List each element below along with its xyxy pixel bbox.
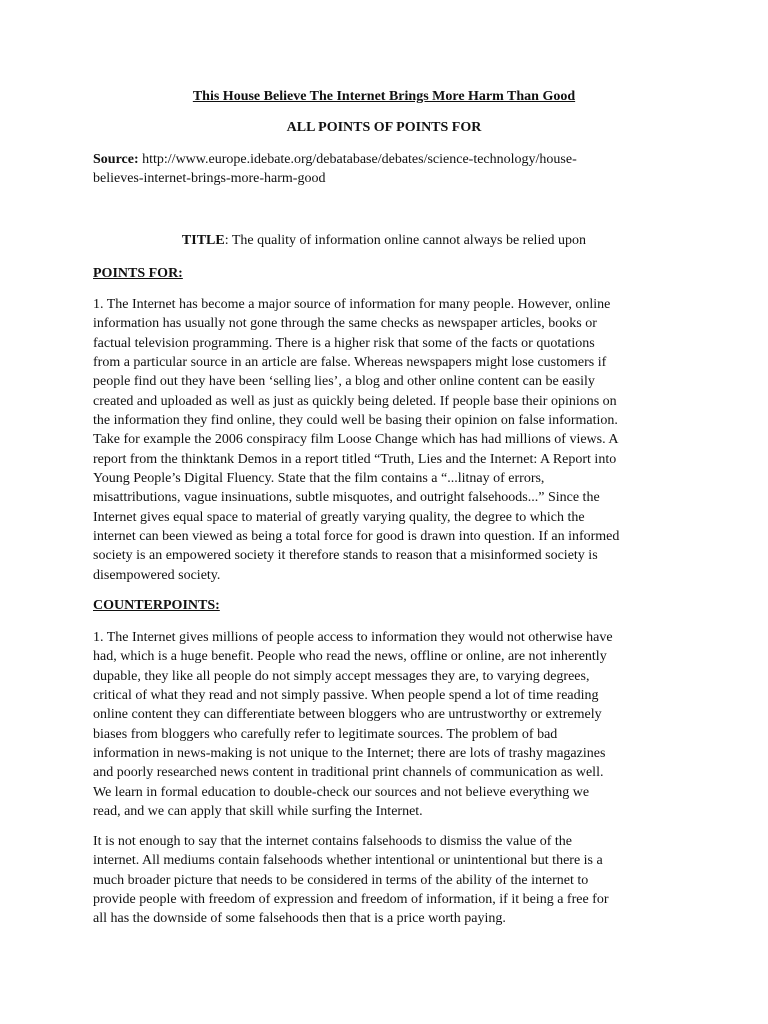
paragraph-line: biases from bloggers who carefully refer to legitimate sources. The problem of bad	[93, 726, 558, 742]
paragraph-line: 1. The Internet gives millions of people access to information they would not otherwise have	[93, 630, 613, 645]
paragraph-line: provide people with freedom of expression and freedom of information, if it being a free for	[93, 892, 609, 908]
paragraph-line: and poorly researched news content in traditional print channels of communication as well.	[93, 765, 604, 781]
paragraph-line: report from the thinktank Demos in a report titled “Truth, Lies and the Internet: A Report into	[93, 451, 617, 467]
source-label: Source:	[93, 152, 139, 167]
paragraph-line: from a particular source in an article are false. Whereas newspapers might lose customers if	[93, 355, 607, 371]
paragraph-line: Take for example the 2006 conspiracy film Loose Change which has had millions of views. A	[93, 432, 619, 448]
paragraph-line: critical of what they read and not simply passive. When people spend a lot of time reading	[93, 688, 599, 704]
paragraph-line: internet. All mediums contain falsehoods whether intentional or unintentional but there is a	[93, 853, 603, 869]
paragraph-line: internet can been viewed as being a total force for good is drawn into question. If an informed	[93, 529, 620, 545]
paragraph-line: had, which is a huge benefit. People who read the news, offline or online, are not inherently	[93, 649, 607, 665]
points-for-heading: POINTS FOR:	[93, 266, 183, 281]
paragraph-line: all has the downside of some falsehoods then that is a price worth paying.	[93, 911, 506, 927]
counterpoints-heading: COUNTERPOINTS:	[93, 598, 220, 613]
paragraph-line: disempowered society.	[93, 567, 221, 583]
source-line-1: http://www.europe.idebate.org/debatabase/debates/science-technology/house-	[138, 152, 577, 167]
topic-text: : The quality of information online cannot always be relied upon	[224, 233, 587, 248]
paragraph-line: society is an empowered society it therefore stands to reason that a misinformed society is	[93, 548, 598, 564]
paragraph-line: Young People’s Digital Fluency. State that the film contains a “...litnay of errors,	[93, 471, 545, 487]
paragraph-line: factual television programming. There is a higher risk that some of the facts or quotations	[93, 335, 595, 351]
document-subtitle: ALL POINTS OF POINTS FOR	[286, 120, 482, 135]
paragraph-line: much broader picture that needs to be considered in terms of the ability of the internet to	[93, 872, 589, 888]
document-title: This House Believe The Internet Brings More Harm Than Good	[192, 89, 576, 104]
paragraph-line: created and uploaded as well as just as quickly being deleted. If people base their opinions on	[93, 393, 617, 409]
paragraph-line: the information they find online, they could well be basing their opinion on false information.	[93, 413, 618, 429]
source-line-2: believes-internet-brings-more-harm-good	[93, 171, 326, 186]
paragraph-line: We learn in formal education to double-check our sources and not believe everything we	[93, 784, 590, 800]
topic-label: TITLE	[181, 233, 225, 248]
points-for-paragraph	[93, 295, 678, 585]
paragraph-line: information has usually not gone through the same checks as newspaper articles, books or	[93, 316, 597, 332]
paragraph-line: people find out they have been ‘selling lies’, a blog and other online content can be easily	[93, 374, 595, 390]
paragraph-line: 1. The Internet has become a major source of information for many people. However, online	[93, 297, 611, 312]
paragraph-line: information in news-making is not unique to the Internet; there are lots of trashy magazines	[93, 746, 606, 762]
paragraph-line: dupable, they like all people do not simply accept messages they are, to varying degrees,	[93, 668, 590, 684]
paragraph-line: It is not enough to say that the internet contains falsehoods to dismiss the value of the	[93, 834, 573, 849]
paragraph-line: Internet gives equal space to material of greatly varying quality, the degree to which the	[93, 509, 585, 525]
closing-paragraph	[93, 832, 678, 929]
paragraph-line: misattributions, vague insinuations, subtle misquotes, and outright falsehoods...” Since the	[93, 490, 600, 506]
counterpoints-paragraph	[93, 628, 678, 821]
paragraph-line: read, and we can apply that skill while surfing the Internet.	[93, 804, 423, 820]
paragraph-line: online content they can differentiate between bloggers who are untrustworthy or extremely	[93, 707, 602, 723]
topic-line	[0, 231, 768, 251]
source-paragraph	[93, 150, 678, 188]
